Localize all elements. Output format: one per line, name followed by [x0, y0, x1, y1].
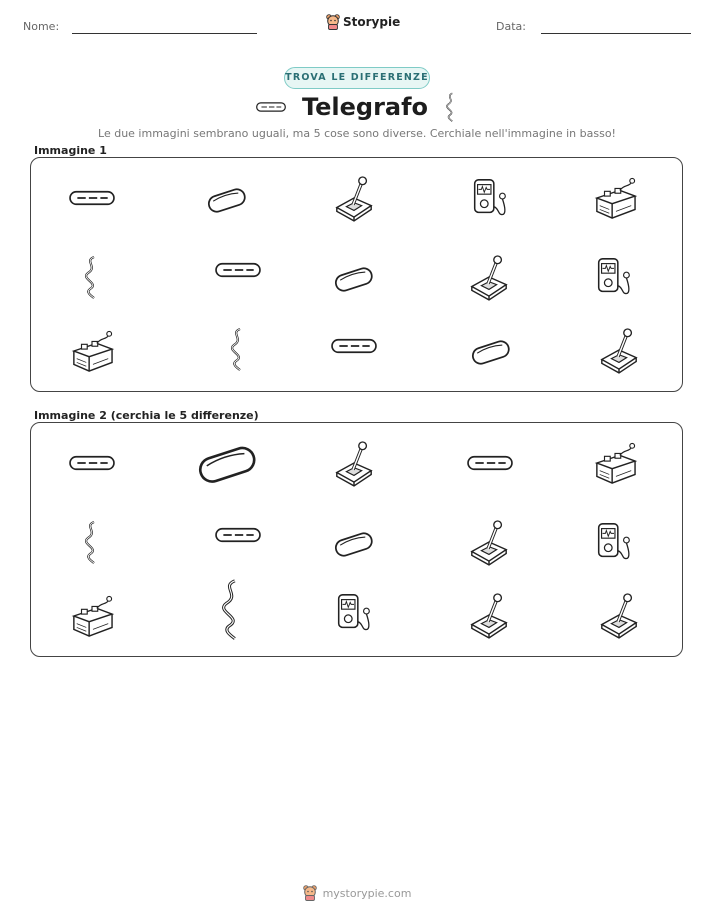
lever-key-icon[interactable] — [586, 324, 652, 376]
lever-key-icon[interactable] — [586, 589, 652, 641]
brand-name: Storypie — [343, 15, 401, 29]
coiled-wire-icon — [444, 92, 458, 122]
image2-frame — [30, 422, 683, 657]
lever-key-icon[interactable] — [456, 589, 522, 641]
storypie-logo — [326, 14, 400, 30]
image1-frame — [30, 157, 683, 392]
image1-label: Immagine 1 — [34, 144, 107, 157]
dash-plate-icon[interactable] — [59, 437, 125, 489]
meter-device-icon[interactable] — [457, 172, 523, 224]
meter-device-icon[interactable] — [581, 516, 647, 568]
dash-plate-icon[interactable] — [457, 437, 523, 489]
coiled-wire-icon[interactable] — [59, 516, 125, 568]
name-label: Nome: — [23, 20, 60, 33]
dash-plate-icon[interactable] — [59, 172, 125, 224]
lever-key-icon[interactable] — [456, 251, 522, 303]
meter-device-icon[interactable] — [581, 251, 647, 303]
lever-key-icon[interactable] — [321, 437, 387, 489]
dash-plate-icon[interactable] — [205, 509, 271, 561]
capsule-key-icon[interactable] — [193, 172, 259, 224]
name-line[interactable] — [72, 33, 257, 34]
footer-site[interactable]: mystorypie.com — [322, 886, 412, 900]
capsule-key-icon[interactable] — [457, 324, 523, 376]
date-line[interactable] — [541, 33, 691, 34]
coiled-wire-icon[interactable] — [199, 583, 265, 635]
activity-badge: TROVA LE DIFFERENZE — [284, 67, 430, 89]
dash-plate-icon[interactable] — [205, 244, 271, 296]
bear-logo-icon — [326, 14, 340, 30]
meter-device-icon[interactable] — [321, 587, 387, 639]
date-label: Data: — [496, 20, 526, 33]
battery-box-icon[interactable] — [59, 590, 125, 642]
lever-key-icon[interactable] — [321, 172, 387, 224]
capsule-key-icon[interactable] — [320, 251, 386, 303]
coiled-wire-icon[interactable] — [205, 323, 271, 375]
battery-box-icon[interactable] — [582, 437, 648, 489]
coiled-wire-icon[interactable] — [59, 251, 125, 303]
battery-box-icon[interactable] — [582, 172, 648, 224]
dash-plate-icon[interactable] — [321, 320, 387, 372]
battery-box-icon[interactable] — [59, 325, 125, 377]
dash-plate-icon — [256, 102, 286, 112]
footer — [0, 885, 714, 901]
image2-label: Immagine 2 (cerchia le 5 differenze) — [34, 409, 259, 422]
page-title: Telegrafo — [301, 93, 429, 121]
capsule-key-icon[interactable] — [320, 516, 386, 568]
lever-key-icon[interactable] — [456, 516, 522, 568]
capsule-key-icon[interactable] — [193, 435, 259, 487]
bear-logo-icon — [303, 885, 317, 901]
instructions: Le due immagini sembrano uguali, ma 5 cose sono diverse. Cerchiale nell'immagine in basso! — [98, 127, 616, 140]
